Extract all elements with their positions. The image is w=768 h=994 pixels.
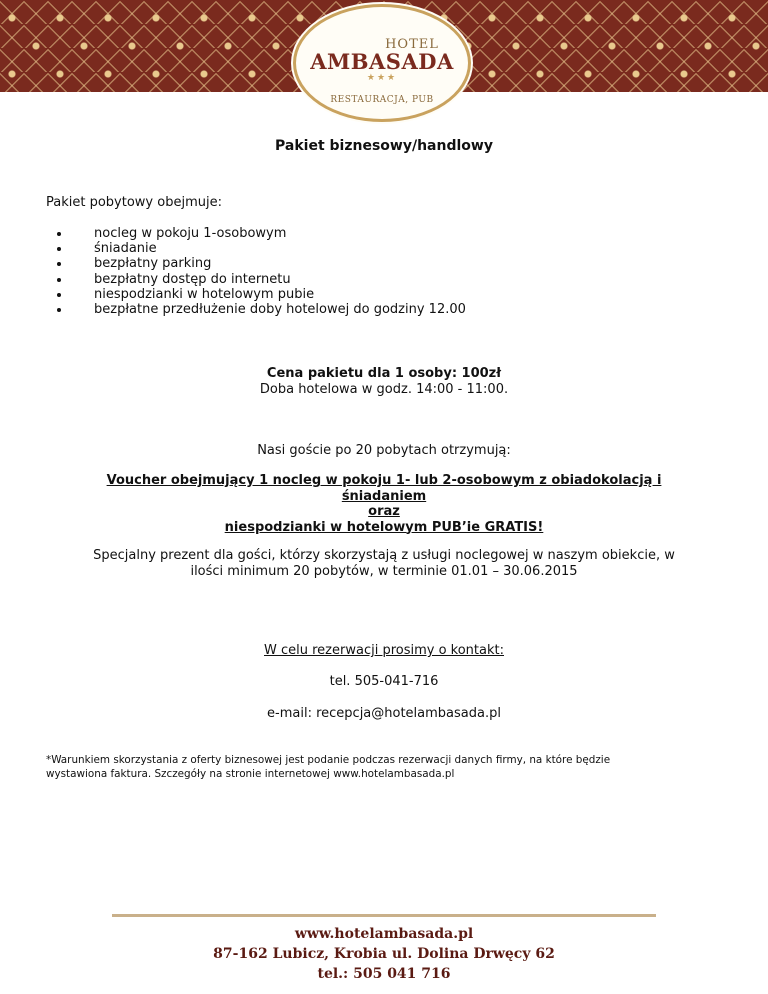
benefit-item: bezpłatny dostęp do internetu: [46, 272, 466, 287]
benefit-item: niespodzianki w hotelowym pubie: [46, 287, 466, 302]
contact-email: e-mail: recepcja@hotelambasada.pl: [267, 706, 501, 721]
benefit-item: bezpłatny parking: [46, 256, 466, 271]
logo-subtitle: RESTAURACJA, PUB: [330, 95, 434, 105]
terms-note: [46, 754, 726, 781]
contact-phone: tel. 505-041-716: [329, 674, 439, 689]
footer-divider: [112, 914, 656, 917]
footer-phone: tel.: 505 041 716: [317, 966, 451, 982]
note-line: wystawiona faktura. Szczegóły na stronie internetowej www.hotelambasada.pl: [46, 767, 455, 780]
special-line: ilości minimum 20 pobytów, w terminie 01.01 – 30.06.2015: [190, 563, 578, 579]
voucher-line: śniadaniem: [341, 488, 427, 504]
voucher-line: oraz: [368, 504, 400, 519]
note-line: *Warunkiem skorzystania z oferty biznesowej jest podanie podczas rezerwacji danych firmy, na które będzie: [46, 754, 611, 766]
voucher-line: Voucher obejmujący 1 nocleg w pokoju 1- lub 2-osobowym z obiadokolacją i: [106, 473, 662, 488]
benefit-item: nocleg w pokoju 1-osobowym: [46, 226, 466, 241]
package-intro: Pakiet pobytowy obejmuje:: [46, 195, 222, 210]
benefit-item: śniadanie: [46, 241, 466, 256]
benefit-item: bezpłatne przedłużenie doby hotelowej do godziny 12.00: [46, 302, 466, 317]
special-line: Specjalny prezent dla gości, którzy skorzystają z usługi noclegowej w naszym obiekcie, w: [93, 548, 675, 563]
footer-address: 87-162 Lubicz, Krobia ul. Dolina Drwęcy 62: [213, 946, 555, 962]
logo-name-text: AMBASADA: [310, 49, 454, 74]
package-price: Cena pakietu dla 1 osoby: 100zł: [266, 366, 502, 381]
special-gift-text: [0, 548, 768, 579]
hotel-day-hours: Doba hotelowa w godz. 14:00 - 11:00.: [259, 382, 509, 397]
loyalty-intro: Nasi goście po 20 pobytach otrzymują:: [257, 443, 511, 458]
logo-hotel-text: HOTEL: [385, 37, 439, 52]
footer-website: www.hotelambasada.pl: [294, 926, 474, 942]
contact-heading: W celu rezerwacji prosimy o kontakt:: [264, 643, 504, 658]
voucher-offer: [0, 473, 768, 535]
hotel-logo: [293, 4, 471, 122]
logo-stars: ★★★: [366, 73, 398, 83]
voucher-line: niespodzianki w hotelowym PUB’ie GRATIS!: [224, 519, 544, 535]
benefits-list: [46, 226, 466, 317]
page-title: Pakiet biznesowy/handlowy: [275, 138, 493, 154]
